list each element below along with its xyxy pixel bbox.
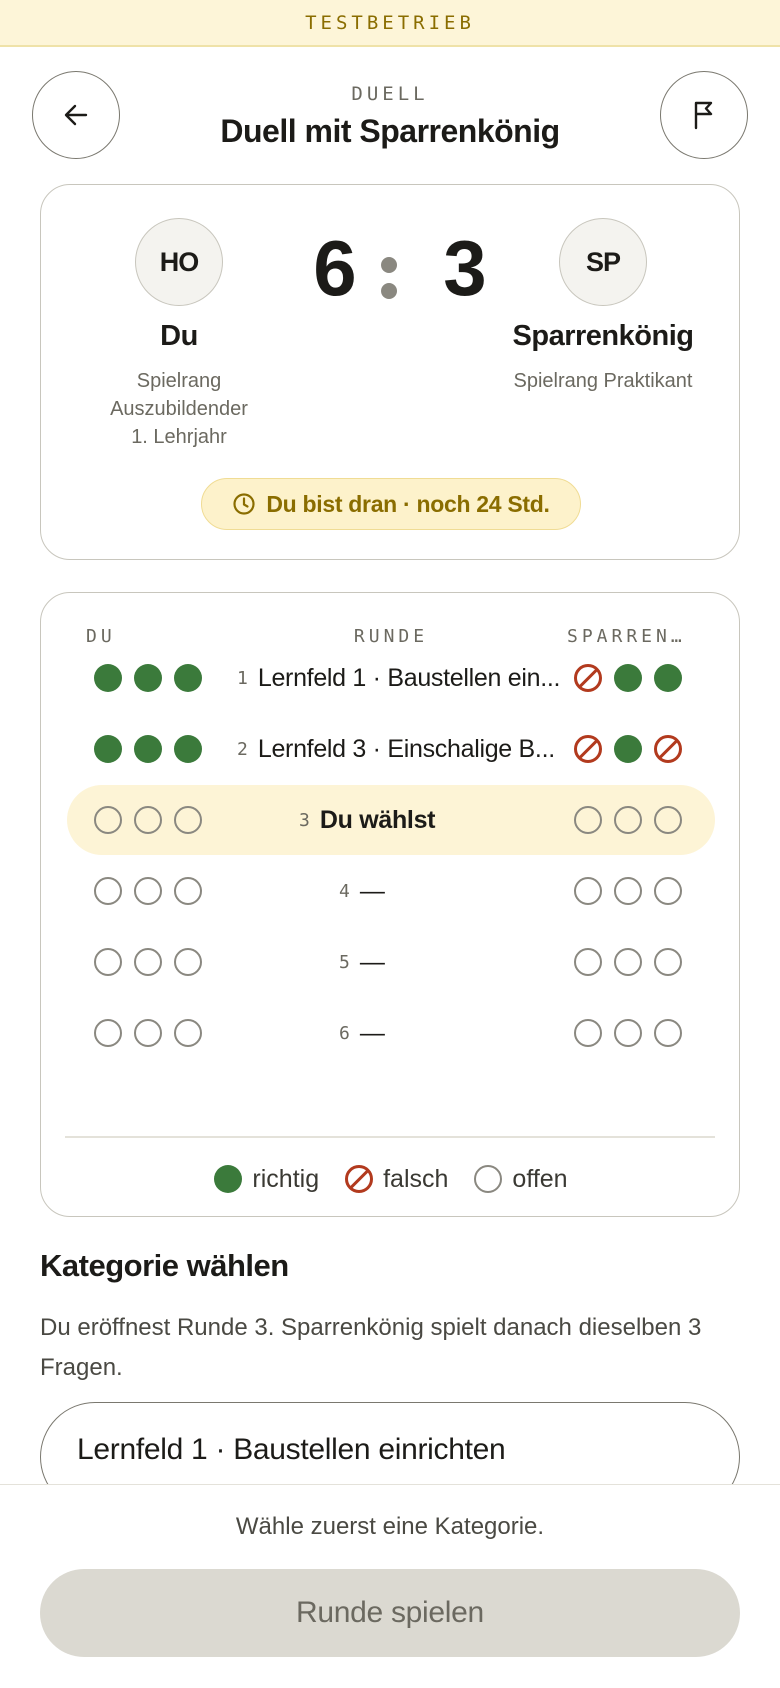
column-header-player: DU [86, 626, 116, 647]
round-category-name: — [359, 947, 385, 976]
column-header-round: RUNDE [353, 626, 429, 647]
answer-open-dot-icon [654, 948, 682, 976]
page-title: Duell mit Sparrenkönig [220, 113, 560, 149]
legend-right [214, 1165, 319, 1194]
opponent-answers [574, 1019, 694, 1047]
round-number: 6 [339, 1022, 350, 1044]
round-number: 4 [339, 880, 350, 902]
round-label [339, 856, 385, 926]
answer-open-dot-icon [134, 1019, 162, 1047]
player-avatar: HO [135, 218, 223, 306]
round-number: 1 [237, 667, 248, 689]
answer-open-dot-icon [574, 806, 602, 834]
turn-status-badge [201, 478, 581, 530]
opponent-answers [574, 948, 694, 976]
round-row [67, 714, 715, 784]
answer-open-dot-icon [174, 948, 202, 976]
round-category-name: — [359, 876, 385, 905]
clock-icon [232, 492, 256, 516]
answer-right-dot-icon [134, 735, 162, 763]
round-category-name: Lernfeld 3 · Einschalige B... [257, 734, 555, 763]
page-header [0, 47, 780, 177]
answer-open-dot-icon [654, 806, 682, 834]
round-label [339, 998, 385, 1068]
round-row [67, 643, 715, 713]
test-mode-label: TESTBETRIEB [305, 11, 475, 34]
answer-open-dot-icon [174, 877, 202, 905]
page-subtitle: DUELL [351, 83, 429, 105]
answer-open-dot-icon [134, 877, 162, 905]
category-section-title: Kategorie wählen [40, 1248, 289, 1283]
answer-open-dot-icon [94, 806, 122, 834]
player-name: Du [160, 320, 198, 352]
answer-right-dot-icon [174, 735, 202, 763]
answer-open-dot-icon [94, 948, 122, 976]
play-round-button[interactable]: Runde spielen [40, 1569, 740, 1657]
answer-open-dot-icon [654, 877, 682, 905]
round-label [237, 643, 560, 713]
category-option[interactable]: Lernfeld 1 · Baustellen einrichten [40, 1402, 740, 1512]
answer-open-dot-icon [134, 806, 162, 834]
score-card [40, 184, 740, 560]
legend-wrong [345, 1165, 448, 1194]
opponent-name: Sparrenkönig [512, 320, 694, 352]
answer-right-dot-icon [134, 664, 162, 692]
answer-open-dot-icon [654, 1019, 682, 1047]
round-row [67, 856, 715, 926]
round-category-name: — [359, 1018, 385, 1047]
round-category-name: Du wählst [319, 805, 436, 834]
footer-hint: Wähle zuerst eine Kategorie. [235, 1513, 545, 1540]
answer-open-dot-icon [174, 1019, 202, 1047]
turn-status-text: Du bist dran · noch 24 Std. [266, 490, 550, 517]
round-label [299, 785, 435, 855]
round-label [237, 714, 555, 784]
answer-right-dot-icon [614, 664, 642, 692]
answer-open-dot-icon [574, 1019, 602, 1047]
answer-right-dot-icon [654, 664, 682, 692]
round-number: 3 [299, 809, 310, 831]
player-answers [94, 806, 214, 834]
player-answers [94, 664, 214, 692]
legend-wrong-label: falsch [383, 1164, 449, 1193]
correct-dot-icon [214, 1165, 242, 1193]
round-number: 2 [237, 738, 248, 760]
legend-right-label: richtig [252, 1164, 320, 1193]
opponent-rank: Spielrang Praktikant [513, 370, 693, 392]
opponent-answers [574, 806, 694, 834]
round-number: 5 [339, 951, 350, 973]
answer-open-dot-icon [174, 806, 202, 834]
player-answers [94, 735, 214, 763]
answer-open-dot-icon [614, 806, 642, 834]
answer-open-dot-icon [614, 1019, 642, 1047]
round-row-active [67, 785, 715, 855]
result-legend [41, 1161, 741, 1197]
player-answers [94, 1019, 214, 1047]
rounds-card [40, 592, 740, 1217]
round-row [67, 998, 715, 1068]
opponent-answers [574, 877, 694, 905]
opponent-answers [574, 664, 694, 692]
opponent-score: 3 [443, 224, 487, 312]
column-header-opponent: SPARREN… [567, 626, 686, 647]
answer-open-dot-icon [94, 1019, 122, 1047]
open-dot-icon [474, 1165, 502, 1193]
opponent-avatar: SP [559, 218, 647, 306]
answer-wrong-dot-icon [654, 735, 682, 763]
score-separator [381, 253, 397, 303]
answer-open-dot-icon [574, 877, 602, 905]
round-category-name: Lernfeld 1 · Baustellen ein... [257, 663, 561, 692]
answer-open-dot-icon [614, 948, 642, 976]
legend-open [474, 1165, 567, 1194]
test-mode-banner [0, 0, 780, 47]
answer-wrong-dot-icon [574, 664, 602, 692]
player-score: 6 [313, 224, 357, 312]
answer-open-dot-icon [574, 948, 602, 976]
answer-open-dot-icon [134, 948, 162, 976]
bottom-action-bar [0, 1484, 780, 1688]
player-answers [94, 948, 214, 976]
legend-open-label: offen [512, 1164, 568, 1193]
answer-open-dot-icon [614, 877, 642, 905]
player-answers [94, 877, 214, 905]
wrong-dot-icon [345, 1165, 373, 1193]
answer-right-dot-icon [94, 735, 122, 763]
answer-right-dot-icon [174, 664, 202, 692]
category-section-description: Du eröffnest Runde 3. Sparrenkönig spielt danach dieselben 3 Fragen. [40, 1314, 702, 1381]
round-label [339, 927, 385, 997]
flag-icon [689, 99, 719, 131]
answer-right-dot-icon [614, 735, 642, 763]
round-row [67, 927, 715, 997]
answer-right-dot-icon [94, 664, 122, 692]
opponent-answers [574, 735, 694, 763]
report-flag-button[interactable] [660, 71, 748, 159]
answer-wrong-dot-icon [574, 735, 602, 763]
legend-divider [65, 1136, 715, 1138]
answer-open-dot-icon [94, 877, 122, 905]
player-rank: Spielrang Auszubildender 1. Lehrjahr [110, 370, 248, 448]
